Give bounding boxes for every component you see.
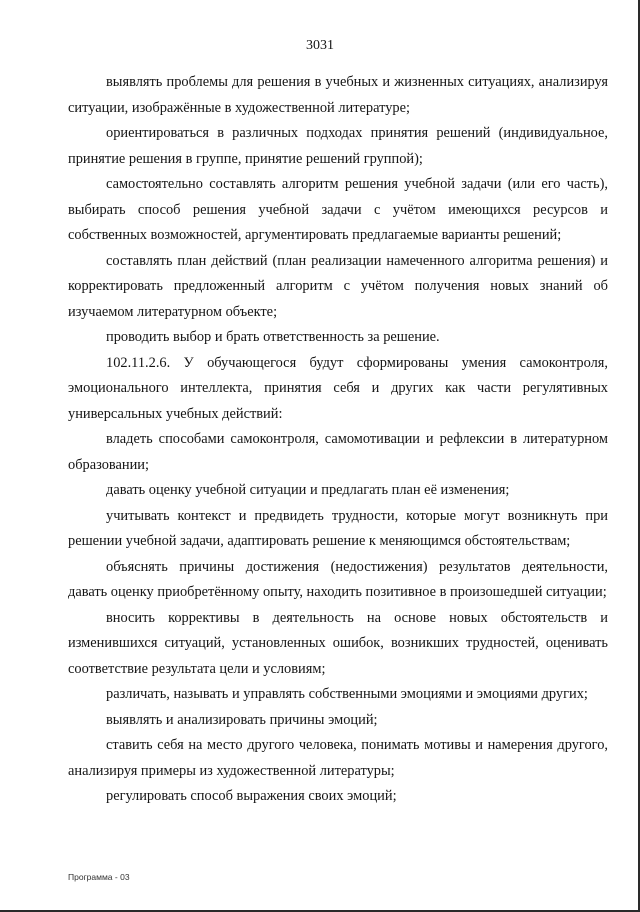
paragraph: выявлять и анализировать причины эмоций; <box>106 711 378 728</box>
paragraph: регулировать способ выражения своих эмоций; <box>106 788 397 804</box>
paragraph: владеть способами самоконтроля, самомотивации и рефлексии в литературном образовании; <box>68 431 608 473</box>
paragraph: самостоятельно составлять алгоритм решения учебной задачи (или его часть), выбирать способ решения учебной задачи с учётом имеющихся ресурсов и собственных возможностей, аргументировать предлагаемые варианты решений; <box>68 176 608 243</box>
section-paragraph: 102.11.2.6. У обучающегося будут сформированы умения самоконтроля, эмоционального интеллекта, принятия себя и других как части регулятивных универсальных учебных действий: <box>68 354 608 422</box>
paragraph: ориентироваться в различных подходах принятия решений (индивидуальное, принятие решения в группе, принятие решений группой); <box>68 125 608 167</box>
paragraph: объяснять причины достижения (недостижения) результатов деятельности, давать оценку приобретённому опыту, находить позитивное в произошедшей ситуации; <box>68 558 608 600</box>
paragraph: выявлять проблемы для решения в учебных и жизненных ситуациях, анализируя ситуации, изображённые в художественной литературе; <box>68 74 608 116</box>
paragraph: различать, называть и управлять собственными эмоциями и эмоциями других; <box>106 686 588 702</box>
paragraph: составлять план действий (план реализации намеченного алгоритма решения) и корректировать предложенный алгоритм с учётом получения новых знаний об изучаемом литературном объекте; <box>68 252 608 320</box>
page-number: 3031 <box>306 38 334 53</box>
paragraph: учитывать контекст и предвидеть трудности, которые могут возникнуть при решении учебной задачи, адаптировать решение к меняющимся обстоятельствам; <box>68 507 608 549</box>
paragraph: проводить выбор и брать ответственность за решение. <box>106 329 440 345</box>
paragraph: ставить себя на место другого человека, понимать мотивы и намерения другого, анализируя примеры из художественной литературы; <box>68 737 608 779</box>
page-footer: Программа - 03 <box>68 872 130 882</box>
document-body <box>68 70 608 810</box>
paragraph: вносить коррективы в деятельность на основе новых обстоятельств и изменившихся ситуаций, установленных ошибок, возникших трудностей, оценивать соответствие результата цели и условиям; <box>68 609 608 677</box>
paragraph: давать оценку учебной ситуации и предлагать план её изменения; <box>106 482 510 498</box>
